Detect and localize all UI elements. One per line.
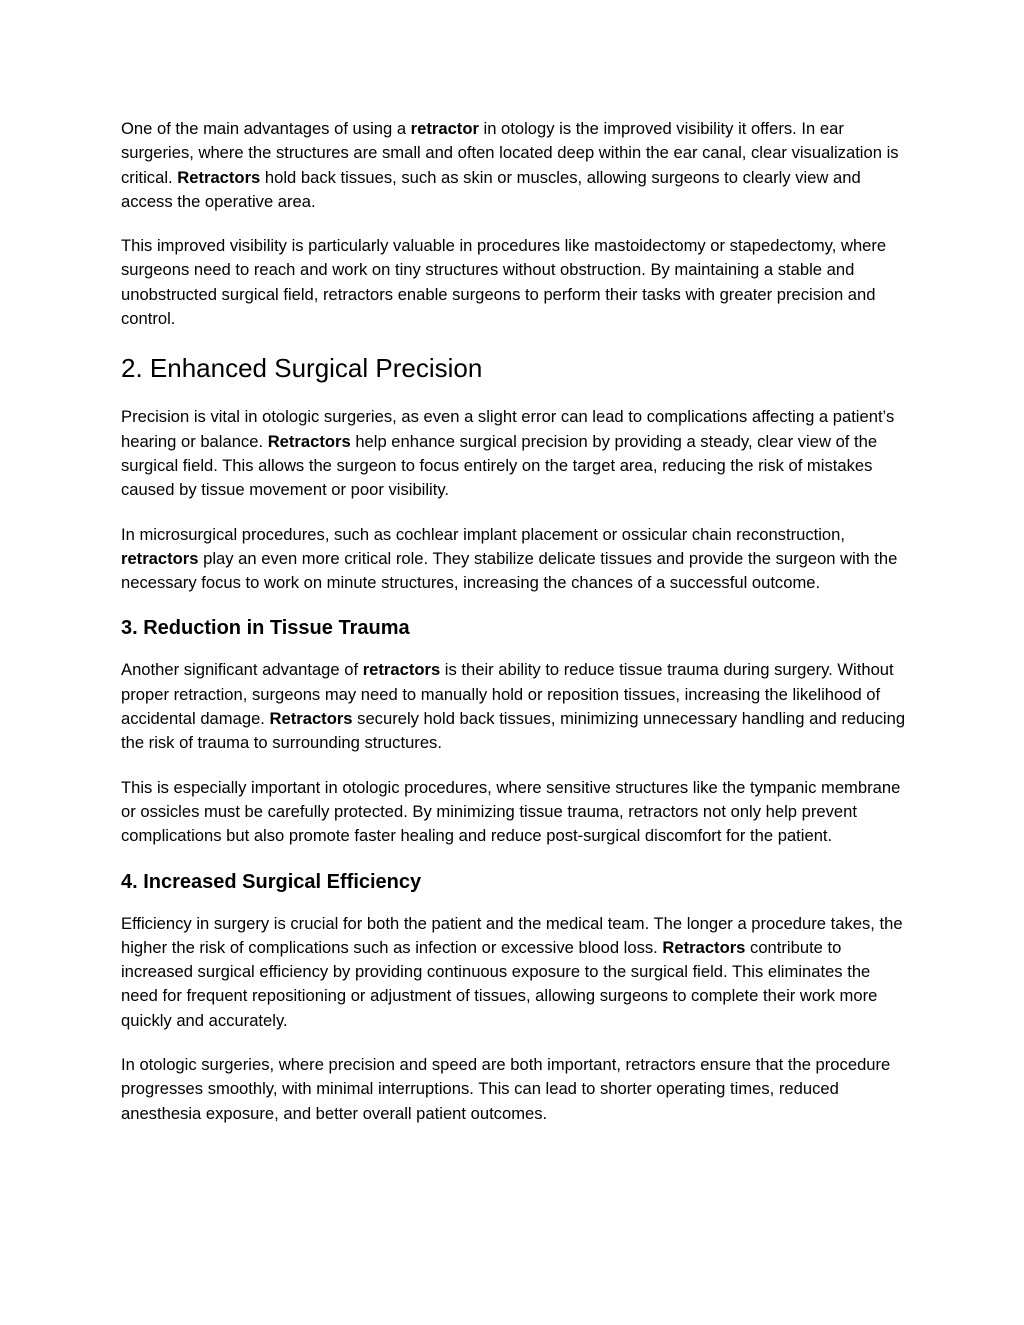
bold-term: retractor — [410, 119, 479, 138]
bold-term: Retractors — [269, 709, 353, 729]
paragraph-efficiency-intro: Efficiency in surgery is crucial for both the patient and the medical team. The longer a procedure takes, the higher the risk of complications such as infection or excessive blood loss. Retractors contribute to increased surgical efficiency by providing continuous exposure to the surgical field. This eliminates the need for frequent repositioning or adjustment of tissues, allowing surgeons to complete their work more quickly and accurately. — [121, 913, 903, 1030]
bold-term: Retractors — [662, 937, 746, 957]
paragraph-precision-microsurgery: In microsurgical procedures, such as cochlear implant placement or ossicular chain reconstruction, retractors play an even more critical role. They stabilize delicate tissues and provide the surgeon with the necessary focus to work on minute structures, increasing the chances of a successful outcome. — [121, 524, 898, 593]
bold-term: Retractors — [177, 167, 261, 187]
paragraph-trauma-intro: Another significant advantage of retractors is their ability to reduce tissue trauma during surgery. Without proper retraction, surgeons may need to manually hold or reposition tissues, increasing the likelihood of accidental damage. Retractors securely hold back tissues, minimizing unnecessary handling and reducing the risk of trauma to surrounding structures. — [121, 660, 906, 753]
bold-term: retractors — [121, 548, 199, 568]
bold-term: Retractors — [267, 431, 351, 451]
paragraph-efficiency-detail: In otologic surgeries, where precision and speed are both important, retractors ensure that the procedure progresses smoothly, with minimal interruptions. This can lead to shorter operating times, reduced anesthesia exposure, and better overall patient outcomes. — [121, 1055, 891, 1123]
paragraph-visibility-intro: One of the main advantages of using a retractor in otology is the improved visibility it offers. In ear surgeries, where the structures are small and often located deep within the ear canal, clear visualization is critical. Retractors hold back tissues, such as skin or muscles, allowing surgeons to clearly view and access the operative area. — [121, 119, 899, 211]
heading-surgical-efficiency: 4. Increased Surgical Efficiency — [121, 870, 422, 893]
bold-term: retractors — [362, 660, 441, 680]
paragraph-visibility-detail: This improved visibility is particularly valuable in procedures like mastoidectomy or stapedectomy, where surgeons need to reach and work on tiny structures without obstruction. By maintaining a stable and unobstructed surgical field, retractors enable surgeons to perform their tasks with greater precision and control. — [121, 236, 887, 329]
heading-tissue-trauma: 3. Reduction in Tissue Trauma — [121, 617, 410, 640]
document-body — [121, 117, 911, 1146]
paragraph-trauma-detail: This is especially important in otologic procedures, where sensitive structures like the tympanic membrane or ossicles must be carefully protected. By minimizing tissue trauma, retractors not only help prevent complications but also promote faster healing and reduce post-surgical discomfort for the patient. — [121, 777, 901, 846]
paragraph-precision-intro: Precision is vital in otologic surgeries, as even a slight error can lead to complications affecting a patient’s hearing or balance. Retractors help enhance surgical precision by providing a steady, clear view of the surgical field. This allows the surgeon to focus entirely on the target area, reducing the risk of mistakes caused by tissue movement or poor visibility. — [121, 407, 895, 500]
heading-enhanced-precision: 2. Enhanced Surgical Precision — [121, 353, 483, 384]
